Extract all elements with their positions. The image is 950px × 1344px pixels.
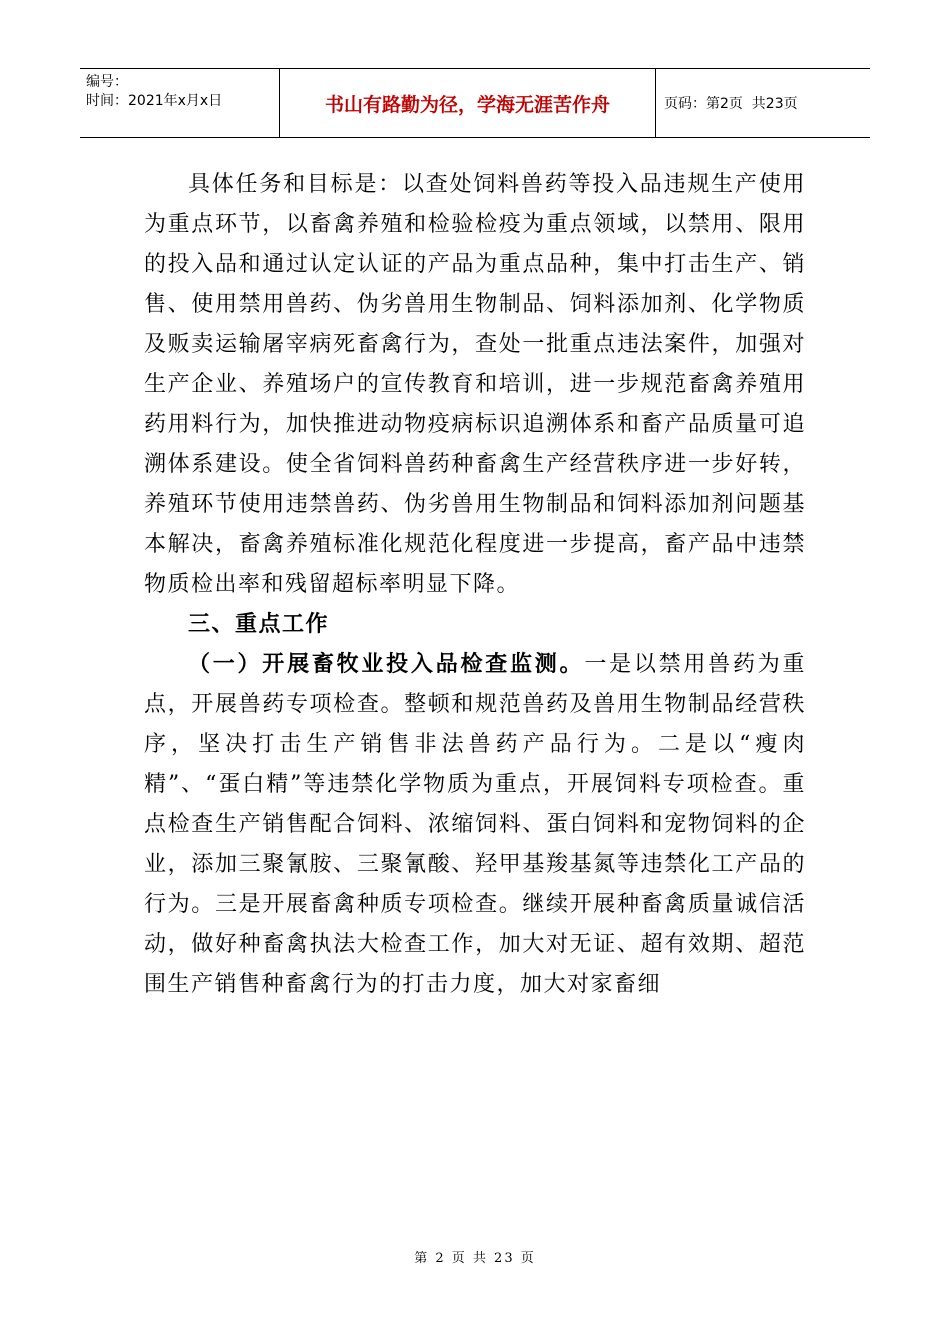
header-page-info bbox=[656, 69, 870, 137]
time-label: 时间：2021年x月x日 bbox=[86, 93, 223, 109]
paragraph-inspection bbox=[144, 645, 806, 1005]
header-meta bbox=[80, 69, 280, 137]
page-info-text: 页码：第2页 共23页 bbox=[664, 96, 798, 112]
paragraph-lead: （一）开展畜牧业投入品检查监测。 bbox=[188, 652, 585, 677]
document-body bbox=[144, 165, 806, 1005]
paragraph-body: 一是以禁用兽药为重点，开展兽药专项检查。整顿和规范兽药及兽用生物制品经营秩序，坚决打击生产销售非法兽药产品行为。二是以“瘦肉精”、“蛋白精”等违禁化学物质为重点，开展饲料专项检查。重点检查生产销售配合饲料、浓缩饲料、蛋白饲料和宠物饲料的企业，添加三聚氰胺、三聚氰酸、羟甲基羧基氮等违禁化工产品的行为。三是开展畜禽种质专项检查。继续开展种畜禽质量诚信活动，做好种畜禽执法大检查工作，加大对无证、超有效期、超范围生产销售种畜禽行为的打击力度，加大对家畜细 bbox=[144, 652, 806, 997]
page-footer: 第 2 页 共 23 页 bbox=[414, 1251, 536, 1266]
document-header bbox=[80, 68, 870, 138]
number-label: 编号： bbox=[86, 74, 128, 90]
header-motto: 书山有路勤为径，学海无涯苦作舟 bbox=[280, 69, 656, 137]
section-heading: 三、重点工作 bbox=[188, 612, 330, 637]
paragraph-tasks-goals: 具体任务和目标是：以查处饲料兽药等投入品违规生产使用为重点环节，以畜禽养殖和检验检疫为重点领域，以禁用、限用的投入品和通过认定认证的产品为重点品种，集中打击生产、销售、使用禁用兽药、伪劣兽用生物制品、饲料添加剂、化学物质及贩卖运输屠宰病死畜禽行为，查处一批重点违法案件，加强对生产企业、养殖场户的宣传教育和培训，进一步规范畜禽养殖用药用料行为，加快推进动物疫病标识追溯体系和畜产品质量可追溯体系建设。使全省饲料兽药种畜禽生产经营秩序进一步好转，养殖环节使用违禁兽药、伪劣兽用生物制品和饲料添加剂问题基本解决，畜禽养殖标准化规范化程度进一步提高，畜产品中违禁物质检出率和残留超标率明显下降。 bbox=[144, 172, 806, 597]
